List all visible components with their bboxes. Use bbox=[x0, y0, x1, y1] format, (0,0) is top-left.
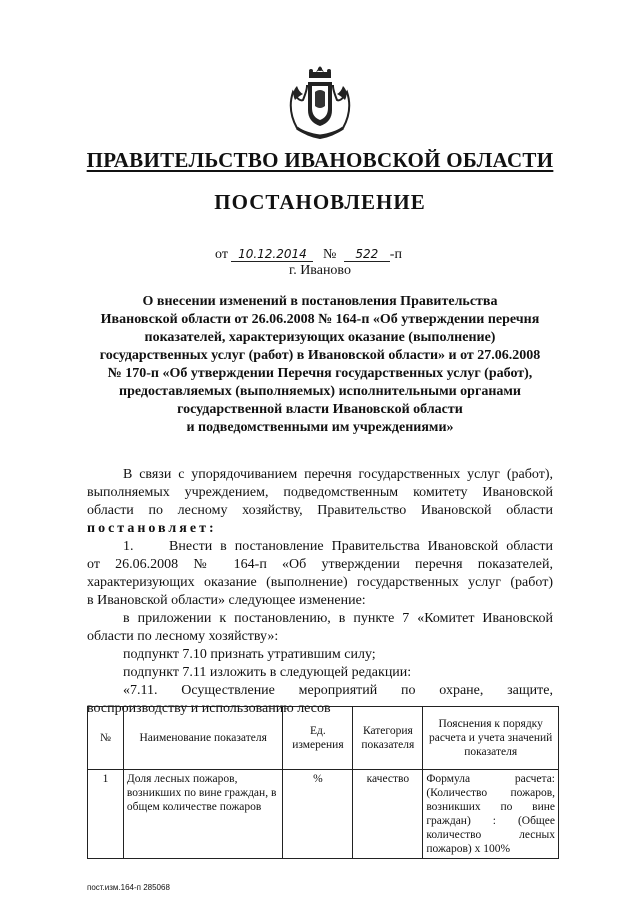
document-subject: О внесении изменений в постановления Правительства Ивановской области от 26.06.2008 № 164-п «Об утверждении перечня показателей, характеризующих оказание (выполнение) государственных услуг (работ) в Ивановской области» и от 27.06.2008 № 170-п «Об утверждении Перечня государственных услуг (работ), предоставляемых (выполняемых) исполнительными органами государственной власти Ивановской области и подведомственными им учреждениями» bbox=[99, 294, 541, 435]
header-category: Категория показателя bbox=[353, 707, 423, 770]
indicators-table bbox=[87, 706, 559, 859]
body-text: В связи с упорядочиванием перечня государственных услуг (работ), выполняемых учреждением, подведомственным комитету Ивановской области по лесному хозяйству, Правительство Ивановской области постановляет: 1. Внести в постановление Правительства Ивановской области от 26.06.2008 № 164-п «Об утверждении перечня показателей, характеризующих оказание (выполнение) государственных услуг (работ) в Ивановской области» следующее изменение: в приложении к постановлению, в пункте 7 «Комитет Ивановской области по лесному хозяйству»: подпункт 7.10 признать утратившим силу; подпункт 7.11 изложить в следующей редакции: «7.11. Осуществление мероприятий по охране, защите, воспроизводству и использованию лесов bbox=[87, 467, 553, 716]
city: г. Иваново bbox=[289, 263, 351, 278]
date-value: 10.12.2014 bbox=[231, 247, 313, 262]
cell-category: качество bbox=[353, 770, 423, 859]
footer-code: пост.изм.164-п 285068 bbox=[87, 883, 170, 892]
cell-name: Доля лесных пожаров, возникших по вине граждан, в общем количестве пожаров bbox=[123, 770, 283, 859]
document-type: ПОСТАНОВЛЕНИЕ bbox=[214, 190, 426, 214]
header-num: № bbox=[88, 707, 124, 770]
decision-word: постановляет: bbox=[87, 521, 217, 536]
coat-of-arms-icon bbox=[285, 62, 355, 140]
table-row bbox=[88, 770, 559, 859]
cell-explanation: Формула расчета: (Количество пожаров, возникших по вине граждан) : (Общее количество лесных пожаров) х 100% bbox=[423, 770, 559, 859]
number-value: 522 bbox=[344, 247, 390, 262]
header-unit: Ед. измерения bbox=[283, 707, 353, 770]
cell-num: 1 bbox=[88, 770, 124, 859]
date-number-line: от 10.12.2014 № 522 -п bbox=[215, 247, 402, 262]
cell-unit: % bbox=[283, 770, 353, 859]
table-header-row bbox=[88, 707, 559, 770]
government-title: ПРАВИТЕЛЬСТВО ИВАНОВСКОЙ ОБЛАСТИ bbox=[86, 148, 554, 172]
header-name: Наименование показателя bbox=[123, 707, 283, 770]
header-explanation: Пояснения к порядку расчета и учета значений показателя bbox=[423, 707, 559, 770]
